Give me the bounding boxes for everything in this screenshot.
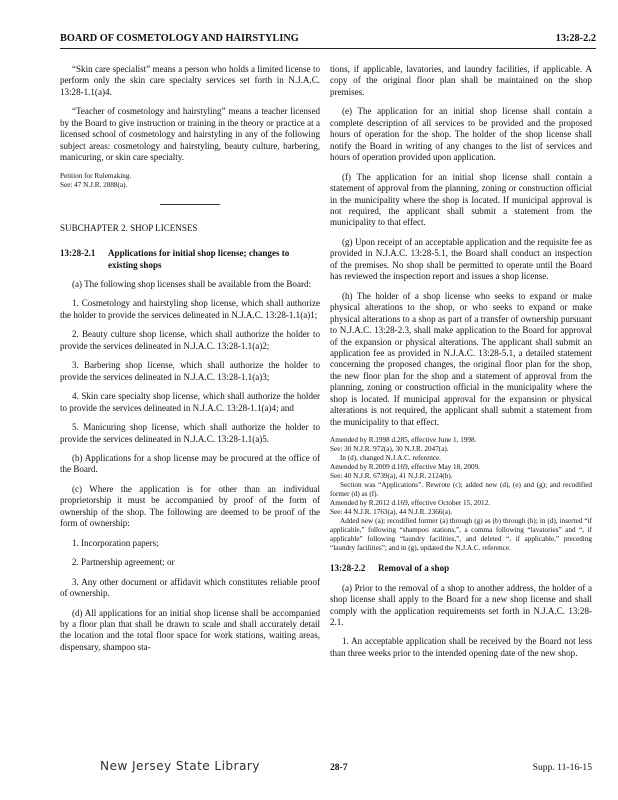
definition-teacher: “Teacher of cosmetology and hairstyling” means a teacher licensed by the Board to give instruction or training in the theory or practice at a licensed school of cosmetology and hairstyling in any of the following subject areas: cosmetology and hairstyling, beauty culture, barbering, manicuring, or skin care specialty. bbox=[60, 106, 320, 163]
page-number: 28-7 bbox=[330, 762, 348, 773]
para-a4: 4. Skin care specialty shop license, which shall authorize the holder to provide the services delineated in N.J.A.C. 13:28-1.1(a)4; and bbox=[60, 391, 320, 413]
para-2-2-a1: 1. An acceptable application shall be received by the Board not less than three weeks prior to the intended opening date of the new shop. bbox=[330, 636, 592, 658]
section-number: 13:28-2.2 bbox=[330, 563, 366, 574]
para-a5: 5. Manicuring shop license, which shall authorize the holder to provide the services delineated in N.J.A.C. 13:28-1.1(a)5. bbox=[60, 422, 320, 444]
history-notes bbox=[330, 436, 592, 553]
history-line: In (d), changed N.J.A.C. reference. bbox=[340, 454, 441, 463]
petition-note: Petition for Rulemaking. bbox=[60, 171, 132, 180]
para-f: (f) The application for an initial shop license shall contain a statement of approval from the planning, zoning or construction official in the municipality where the shop is located. If municipal approval is not required, the applicant shall submit a statement from the municipality to that effect. bbox=[330, 171, 592, 228]
subchapter-heading: SUBCHAPTER 2. SHOP LICENSES bbox=[60, 222, 198, 233]
para-c1: 1. Incorporation papers; bbox=[72, 537, 159, 548]
right-column bbox=[330, 64, 592, 667]
running-header bbox=[60, 33, 596, 49]
para-b: (b) Applications for a shop license may be procured at the office of the Board. bbox=[60, 452, 320, 475]
para-d: (d) All applications for an initial shop license shall be accompanied by a floor plan that shall be drawn to scale and shall accurately detail the location and the total floor space for work stations, waiting areas, dispensary, shampoo sta- bbox=[60, 607, 320, 652]
para-a: (a) The following shop licenses shall be available from the Board: bbox=[72, 278, 312, 289]
para-c3: 3. Any other document or affidavit which constitutes reliable proof of ownership. bbox=[60, 576, 320, 599]
header-title: BOARD OF COSMETOLOGY AND HAIRSTYLING bbox=[60, 33, 299, 44]
page-footer bbox=[60, 759, 596, 776]
section-heading-2-1 bbox=[60, 248, 320, 271]
para-g: (g) Upon receipt of an acceptable application and the requisite fee as provided in N.J.A.C. 13:28-5.1, the Board shall conduct an inspection of the premises. No shop shall be permitted to operate until the Board has reviewed the inspection report and issues a shop license. bbox=[330, 236, 592, 282]
section-title: Applications for initial shop license; changes to existing shops bbox=[108, 248, 290, 270]
history-line: Section was “Applications”. Rewrote (c); added new (d), (e) and (g); and recodified former (d) as (f). bbox=[330, 481, 592, 499]
history-line: Amended by R.1998 d.285, effective June 1, 1998. bbox=[330, 436, 477, 445]
library-watermark: New Jersey State Library bbox=[100, 759, 260, 773]
para-a2: 2. Beauty culture shop license, which shall authorize the holder to provide the services delineated in N.J.A.C. 13:28-1.1(a)2; bbox=[60, 329, 320, 351]
para-e: (e) The application for an initial shop license shall contain a complete description of all services to be provided and the proposed hours of operation for the shop. The holder of the shop license shall notify the Board in writing of any changes to the list of services and hours of operation provided upon application. bbox=[330, 106, 592, 163]
header-section: 13:28-2.2 bbox=[555, 33, 596, 44]
history-line: Added new (a); recodified former (a) through (g) as (b) through (h); in (d), inserted “if applicable,” following “shampoo stations,”, a comma following “lavatories” and “, if applicable” following “laundry facilities,”, and deleted “, if applicable,” preceding “laundry facilities”; and in (g), updated the N.J.A.C. reference. bbox=[330, 517, 592, 553]
history-line: See: 40 N.J.R. 6739(a), 41 N.J.R. 2124(b). bbox=[330, 472, 453, 481]
history-line: Amended by R.2009 d.169, effective May 18, 2009. bbox=[330, 463, 480, 472]
para-d-continued: tions, if applicable, lavatories, and laundry facilities, if applicable. A copy of the original floor plan shall be maintained on the shop premises. bbox=[330, 64, 592, 97]
history-line: See: 44 N.J.R. 1763(a), 44 N.J.R. 2366(a). bbox=[330, 508, 453, 517]
petition-cite: See: 47 N.J.R. 2888(a). bbox=[60, 180, 128, 189]
history-line: Amended by R.2012 d.169, effective October 15, 2012. bbox=[330, 499, 490, 508]
section-title: Removal of a shop bbox=[378, 563, 450, 574]
para-c2: 2. Partnership agreement; or bbox=[72, 557, 175, 568]
left-column bbox=[60, 64, 320, 661]
supplement-date: Supp. 11-16-15 bbox=[532, 762, 592, 773]
definition-skin-care: “Skin care specialist” means a person who holds a limited license to perform only the skin care specialty services set forth in N.J.A.C. 13:28-1.1(a)4. bbox=[60, 64, 320, 97]
para-a1: 1. Cosmetology and hairstyling shop license, which shall authorize the holder to provide the services delineated in N.J.A.C. 13:28-1.1(a)1; bbox=[60, 298, 320, 320]
section-heading-2-2 bbox=[330, 563, 592, 574]
section-number: 13:28-2.1 bbox=[60, 248, 96, 259]
history-line: See: 30 N.J.R. 972(a), 30 N.J.R. 2047(a). bbox=[330, 445, 449, 454]
para-h: (h) The holder of a shop license who seeks to expand or make physical alterations to the shop, or who seeks to expand or make physical alterations to a shop as part of a transfer of ownership pursuant to N.J.A.C. 13:28-2.3, shall make application to the Board for approval of the expansion or physical alterations. The applicant shall submit an application fee as provided in N.J.A.C. 13:28-5.1, a detailed statement concerning the proposed changes, the original floor plan for the shop, the new floor plan for the shop and a statement of approval from the planning, zoning or construction official in the municipality where the shop is located. If municipal approval for the expansion or physical alterations is not required, the applicant shall submit a statement from the municipality to that effect. bbox=[330, 290, 592, 427]
divider bbox=[160, 204, 220, 205]
para-a3: 3. Barbering shop license, which shall authorize the holder to provide the services delineated in N.J.A.C. 13:28-1.1(a)3; bbox=[60, 360, 320, 382]
para-2-2-a: (a) Prior to the removal of a shop to another address, the holder of a shop license shall apply to the Board for a new shop license and shall comply with the application requirements set forth in N.J.A.C. 13:28-2.1. bbox=[330, 582, 592, 627]
para-c: (c) Where the application is for other than an individual proprietorship it must be accompanied by proof of the form of ownership of the shop. The following are deemed to be proof of the form of ownership: bbox=[60, 483, 320, 529]
